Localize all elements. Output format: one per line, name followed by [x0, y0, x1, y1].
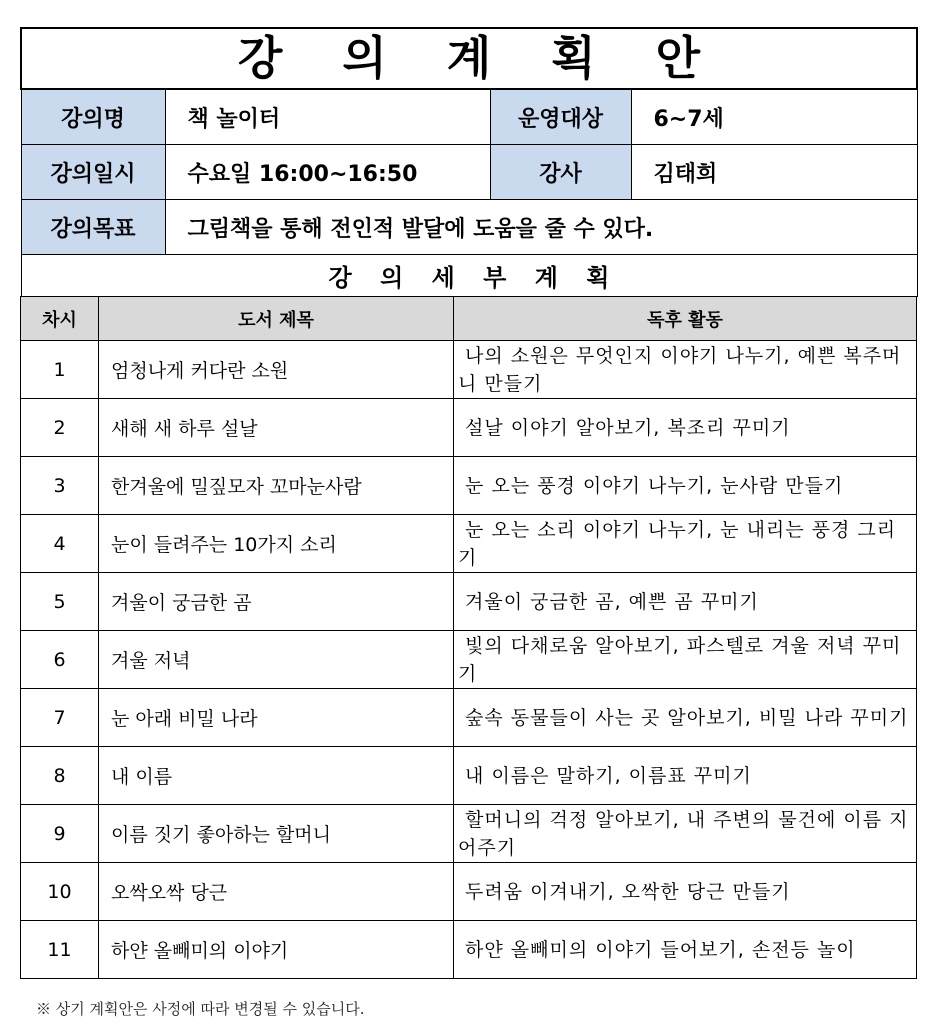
table-row: [21, 689, 917, 747]
session-number: 1: [21, 341, 99, 399]
reading-activity: 숲속 동물들이 사는 곳 알아보기, 비밀 나라 꾸미기: [454, 689, 917, 747]
session-number: 2: [21, 399, 99, 457]
book-title: 내 이름: [99, 747, 454, 805]
table-row: [21, 515, 917, 573]
session-number: 11: [21, 921, 99, 979]
reading-activity: 내 이름은 말하기, 이름표 꾸미기: [454, 747, 917, 805]
course-name-value: 책 놀이터: [165, 89, 490, 145]
table-row: [21, 341, 917, 399]
book-title: 눈 아래 비밀 나라: [99, 689, 454, 747]
book-title: 겨울이 궁금한 곰: [99, 573, 454, 631]
session-number: 5: [21, 573, 99, 631]
table-row: [21, 631, 917, 689]
reading-activity: 겨울이 궁금한 곰, 예쁜 곰 꾸미기: [454, 573, 917, 631]
book-title: 새해 새 하루 설날: [99, 399, 454, 457]
table-row: [21, 863, 917, 921]
reading-activity: 눈 오는 풍경 이야기 나누기, 눈사람 만들기: [454, 457, 917, 515]
detail-plan-table: [20, 296, 917, 979]
goal-label: 강의목표: [21, 200, 165, 255]
table-row: [21, 921, 917, 979]
lesson-plan-document: [20, 27, 916, 979]
column-header-session: 차시: [21, 297, 99, 341]
table-row: [21, 805, 917, 863]
reading-activity: 하얀 올빼미의 이야기 들어보기, 손전등 놀이: [454, 921, 917, 979]
plan-header-table: [20, 27, 918, 297]
reading-activity: 빛의 다채로움 알아보기, 파스텔로 겨울 저녁 꾸미기: [454, 631, 917, 689]
reading-activity: 할머니의 걱정 알아보기, 내 주변의 물건에 이름 지어주기: [454, 805, 917, 863]
book-title: 하얀 올빼미의 이야기: [99, 921, 454, 979]
book-title: 이름 짓기 좋아하는 할머니: [99, 805, 454, 863]
session-number: 7: [21, 689, 99, 747]
reading-activity: 나의 소원은 무엇인지 이야기 나누기, 예쁜 복주머니 만들기: [454, 341, 917, 399]
book-title: 눈이 들려주는 10가지 소리: [99, 515, 454, 573]
session-number: 6: [21, 631, 99, 689]
table-row: [21, 457, 917, 515]
book-title: 겨울 저녁: [99, 631, 454, 689]
reading-activity: 설날 이야기 알아보기, 복조리 꾸미기: [454, 399, 917, 457]
document-title: 강 의 계 획 안: [21, 28, 917, 89]
book-title: 한겨울에 밀짚모자 꼬마눈사람: [99, 457, 454, 515]
book-title: 엄청나게 커다란 소원: [99, 341, 454, 399]
schedule-label: 강의일시: [21, 145, 165, 200]
session-number: 4: [21, 515, 99, 573]
reading-activity: 눈 오는 소리 이야기 나누기, 눈 내리는 풍경 그리기: [454, 515, 917, 573]
goal-value: 그림책을 통해 전인적 발달에 도움을 줄 수 있다.: [165, 200, 917, 255]
footnote: ※ 상기 계획안은 사정에 따라 변경될 수 있습니다.: [36, 1000, 365, 1018]
reading-activity: 두려움 이겨내기, 오싹한 당근 만들기: [454, 863, 917, 921]
session-number: 9: [21, 805, 99, 863]
instructor-label: 강사: [490, 145, 631, 200]
detail-plan-title: 강 의 세 부 계 획: [21, 255, 917, 297]
schedule-value: 수요일 16:00~16:50: [165, 145, 490, 200]
instructor-value: 김태희: [631, 145, 917, 200]
session-number: 8: [21, 747, 99, 805]
detail-plan-rows: [21, 341, 917, 979]
course-name-label: 강의명: [21, 89, 165, 145]
column-header-book-title: 도서 제목: [99, 297, 454, 341]
book-title: 오싹오싹 당근: [99, 863, 454, 921]
table-row: [21, 573, 917, 631]
target-value: 6~7세: [631, 89, 917, 145]
target-label: 운영대상: [490, 89, 631, 145]
column-header-activity: 독후 활동: [454, 297, 917, 341]
table-row: [21, 399, 917, 457]
table-row: [21, 747, 917, 805]
session-number: 10: [21, 863, 99, 921]
session-number: 3: [21, 457, 99, 515]
